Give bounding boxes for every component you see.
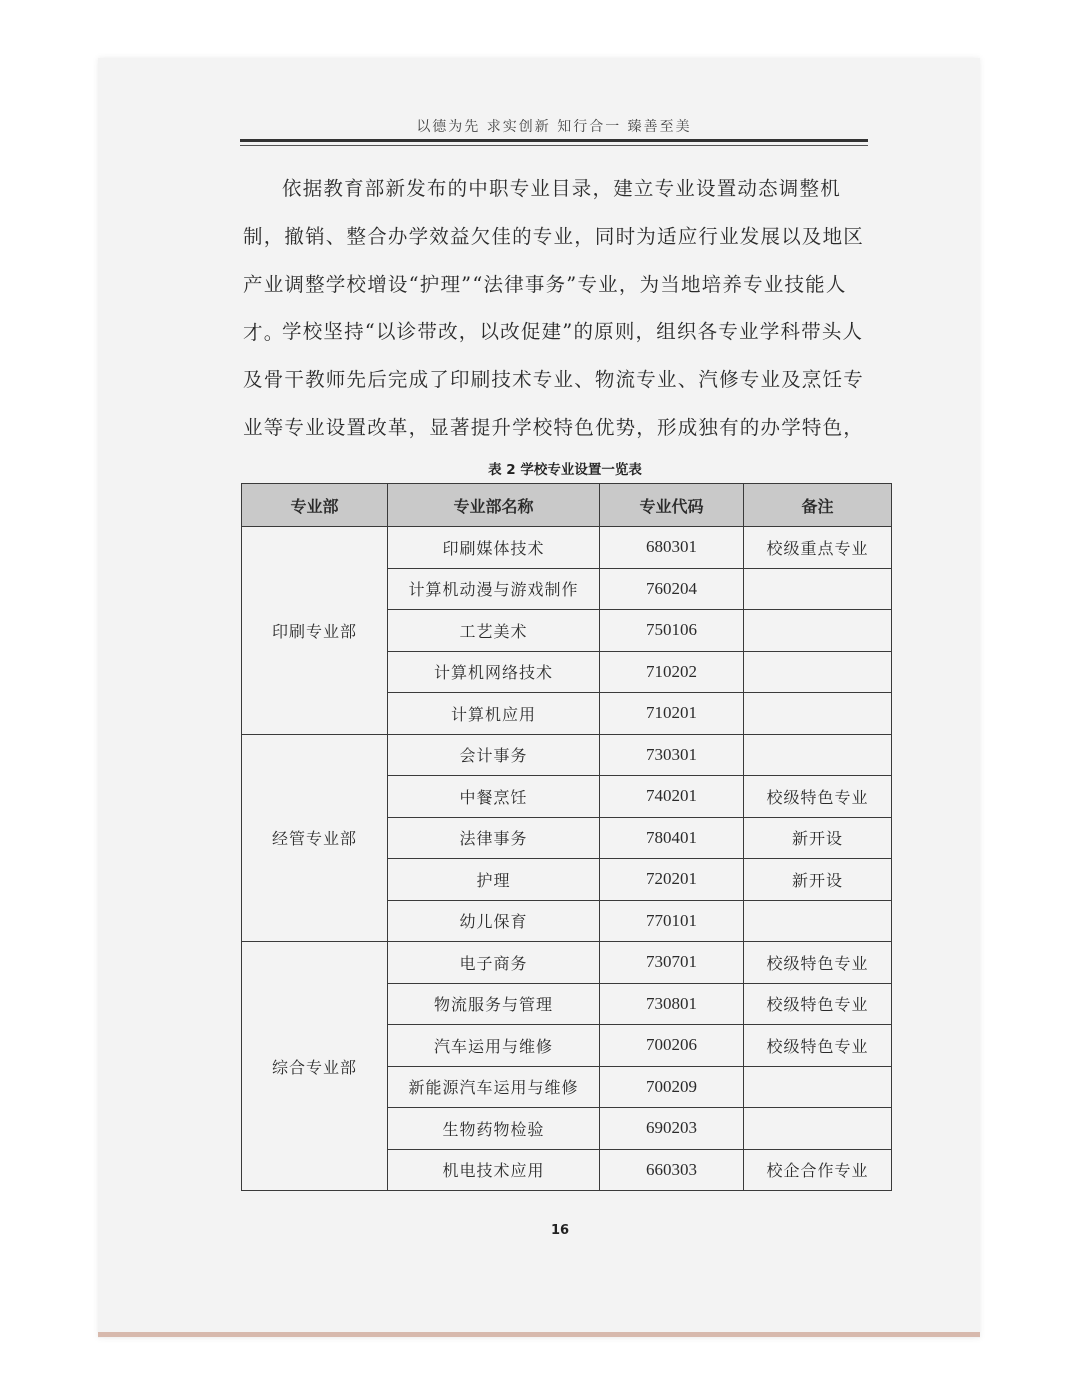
header-dept-name: 专业部名称 [388, 484, 600, 527]
major-code-cell: 660303 [600, 1149, 744, 1191]
table-row [242, 734, 892, 776]
major-note-cell: 校企合作专业 [744, 1149, 892, 1191]
majors-table [241, 483, 892, 1191]
header-dept: 专业部 [242, 484, 388, 527]
major-note-cell [744, 651, 892, 693]
major-name-cell: 新能源汽车运用与维修 [388, 1066, 600, 1108]
major-code-cell: 740201 [600, 776, 744, 818]
major-name-cell: 计算机动漫与游戏制作 [388, 568, 600, 610]
dept-cell: 印刷专业部 [242, 527, 388, 735]
major-note-cell [744, 900, 892, 942]
major-note-cell: 校级特色专业 [744, 1025, 892, 1067]
major-note-cell [744, 734, 892, 776]
major-code-cell: 710201 [600, 693, 744, 735]
page-edge [98, 1332, 980, 1337]
major-name-cell: 中餐烹饪 [388, 776, 600, 818]
header-motto: 以德为先 求实创新 知行合一 臻善至美 [416, 119, 692, 135]
major-note-cell: 校级特色专业 [744, 983, 892, 1025]
major-name-cell: 计算机网络技术 [388, 651, 600, 693]
major-code-cell: 720201 [600, 859, 744, 901]
major-name-cell: 幼儿保育 [388, 900, 600, 942]
major-code-cell: 680301 [600, 527, 744, 569]
paragraph-1: 依据教育部新发布的中职专业目录，建立专业设置动态调整机制，撤销、整合办学效益欠佳的专业，同时为适应行业发展以及地区产业调整学校增设“护理”“法律事务”专业，为当地培养专业技能人才。 [243, 177, 865, 344]
header-code: 专业代码 [600, 484, 744, 527]
major-code-cell: 780401 [600, 817, 744, 859]
major-name-cell: 物流服务与管理 [388, 983, 600, 1025]
major-note-cell: 校级重点专业 [744, 527, 892, 569]
major-name-cell: 汽车运用与维修 [388, 1025, 600, 1067]
major-note-cell [744, 610, 892, 652]
major-code-cell: 730301 [600, 734, 744, 776]
major-code-cell: 760204 [600, 568, 744, 610]
major-name-cell: 会计事务 [388, 734, 600, 776]
major-note-cell [744, 568, 892, 610]
major-name-cell: 工艺美术 [388, 610, 600, 652]
table-row [242, 527, 892, 569]
major-code-cell: 700209 [600, 1066, 744, 1108]
major-name-cell: 法律事务 [388, 817, 600, 859]
table-body [242, 527, 892, 1191]
table-header-row [242, 484, 892, 527]
page-number: 16 [550, 1223, 570, 1238]
major-note-cell: 新开设 [744, 859, 892, 901]
major-code-cell: 770101 [600, 900, 744, 942]
dept-cell: 综合专业部 [242, 942, 388, 1191]
major-name-cell: 计算机应用 [388, 693, 600, 735]
major-note-cell: 校级特色专业 [744, 942, 892, 984]
major-note-cell [744, 1066, 892, 1108]
major-name-cell: 机电技术应用 [388, 1149, 600, 1191]
major-code-cell: 700206 [600, 1025, 744, 1067]
dept-cell: 经管专业部 [242, 734, 388, 942]
table-caption: 表 2 学校专业设置一览表 [488, 462, 642, 478]
major-note-cell: 校级特色专业 [744, 776, 892, 818]
major-code-cell: 690203 [600, 1108, 744, 1150]
major-code-cell: 730701 [600, 942, 744, 984]
major-name-cell: 生物药物检验 [388, 1108, 600, 1150]
header-rule-thin [240, 145, 868, 146]
table-row [242, 942, 892, 984]
paragraph-2: 学校坚持“以诊带改，以改促建”的原则，组织各专业学科带头人及骨干教师先后完成了印刷技术专业、物流专业、汽修专业及烹饪专业等专业设置改革，显著提升学校特色优势，形成独有的办学特色， [243, 320, 865, 439]
header-rule-thick [240, 139, 868, 142]
major-name-cell: 护理 [388, 859, 600, 901]
major-note-cell: 新开设 [744, 817, 892, 859]
header-note: 备注 [744, 484, 892, 527]
major-note-cell [744, 693, 892, 735]
major-code-cell: 750106 [600, 610, 744, 652]
major-note-cell [744, 1108, 892, 1150]
major-name-cell: 印刷媒体技术 [388, 527, 600, 569]
major-code-cell: 730801 [600, 983, 744, 1025]
major-code-cell: 710202 [600, 651, 744, 693]
major-name-cell: 电子商务 [388, 942, 600, 984]
